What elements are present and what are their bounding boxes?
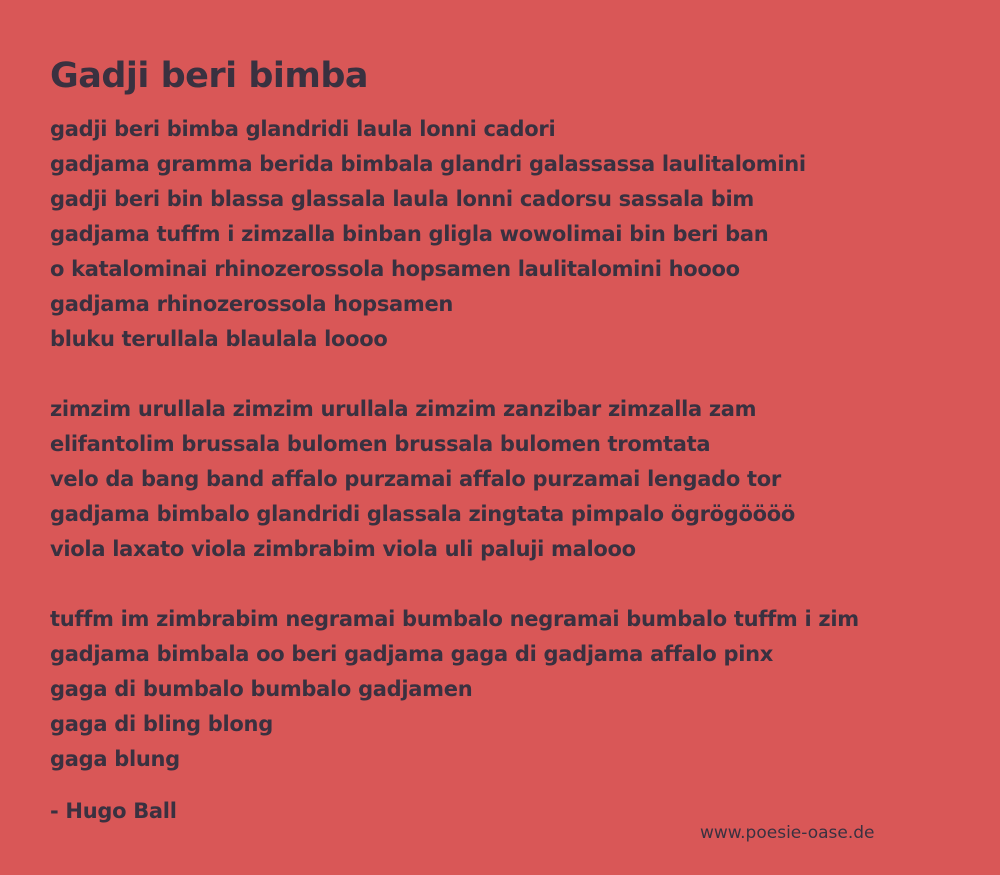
poem-line: gadji beri bin blassa glassala laula lonni cadorsu sassala bim — [50, 187, 754, 211]
poem-line: gadjama tuffm i zimzalla binban gligla wowolimai bin beri ban — [50, 222, 769, 246]
website-url: www.poesie-oase.de — [700, 823, 875, 843]
poem-line: zimzim urullala zimzim urullala zimzim zanzibar zimzalla zam — [50, 397, 757, 421]
poem-line: gaga di bling blong — [50, 712, 273, 736]
poem-line: tuffm im zimbrabim negramai bumbalo negramai bumbalo tuffm i zim — [50, 607, 859, 631]
poem-line: gadjama gramma berida bimbala glandri galassassa laulitalomini — [50, 152, 806, 176]
poem-line: o katalominai rhinozerossola hopsamen laulitalomini hoooo — [50, 257, 740, 281]
poem-line: gadji beri bimba glandridi laula lonni cadori — [50, 117, 556, 141]
poem-line: gadjama bimbalo glandridi glassala zingtata pimpalo ögrögöööö — [50, 502, 796, 526]
poem-author: - Hugo Ball — [50, 799, 177, 823]
stanza-3 — [50, 602, 950, 777]
poem-line: gaga blung — [50, 747, 180, 771]
poem-line: velo da bang band affalo purzamai affalo purzamai lengado tor — [50, 467, 781, 491]
poem-line: elifantolim brussala bulomen brussala bulomen tromtata — [50, 432, 711, 456]
poem-line: gadjama rhinozerossola hopsamen — [50, 292, 454, 316]
poem-line: viola laxato viola zimbrabim viola uli paluji malooo — [50, 537, 636, 561]
poem-line: bluku terullala blaulala loooo — [50, 327, 388, 351]
poem-title: Gadji beri bimba — [50, 56, 369, 96]
poem-line: gadjama bimbala oo beri gadjama gaga di gadjama affalo pinx — [50, 642, 774, 666]
stanza-2 — [50, 392, 950, 567]
poem-line: gaga di bumbalo bumbalo gadjamen — [50, 677, 473, 701]
stanza-1 — [50, 112, 950, 357]
poem-body — [50, 112, 950, 812]
